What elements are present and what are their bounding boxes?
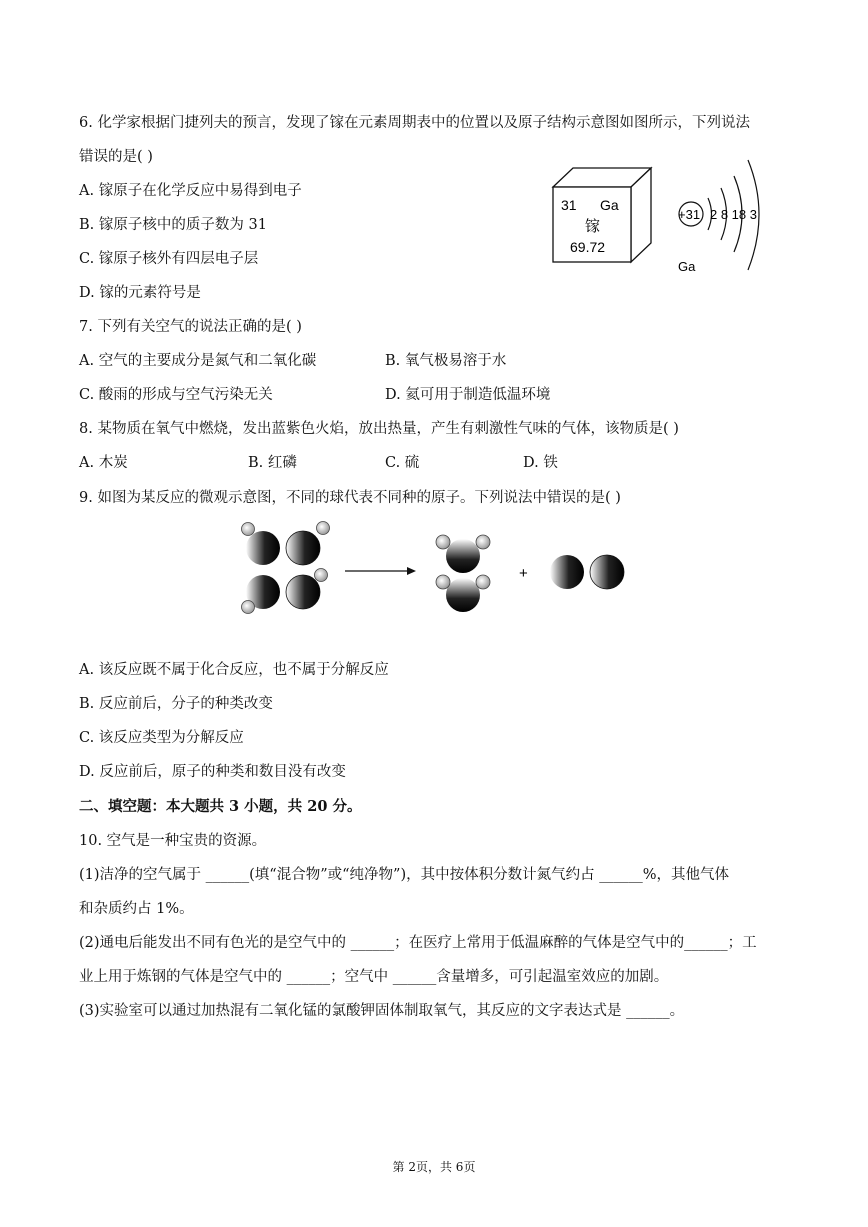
product-molecule [436,535,490,573]
q6-option-a: A. 镓原子在化学反应中易得到电子 [79,183,302,199]
q7-stem: 7. 下列有关空气的说法正确的是( ) [79,319,302,335]
q7-option-a: A. 空气的主要成分是氮气和二氧化碳 [79,353,317,369]
plus-sign: + [519,565,528,582]
q6-option-b: B. 镓原子核中的质子数为 31 [79,217,267,233]
q6-option-c: C. 镓原子核外有四层电子层 [79,251,259,267]
element-atomic-mass: 69.72 [570,239,606,255]
atom-nucleus-charge: +31 [678,207,701,222]
reactant-molecule [242,569,328,614]
element-name: 镓 [585,217,601,235]
q6-stem-line1: 6. 化学家根据门捷列夫的预言，发现了镓在元素周期表中的位置以及原子结构示意图如图所示，下列说法 [79,115,750,131]
element-atomic-number: 31 [561,197,577,213]
reaction-arrow [345,567,416,575]
q8-option-c: C. 硫 [385,455,420,471]
q9-option-a: A. 该反应既不属于化合反应，也不属于分解反应 [79,662,389,678]
q8-option-b: B. 红磷 [248,455,297,471]
q6-stem-line2: 错误的是( ) [79,149,153,165]
reactant-molecule [242,522,330,566]
q8-stem: 8. 某物质在氧气中燃烧，发出蓝紫色火焰，放出热量，产生有刺激性气味的气体，该物质是( ) [79,421,679,437]
product-molecule [550,555,624,589]
q10-part3: (3)实验室可以通过加热混有二氧化锰的氯酸钾固体制取氧气，其反应的文字表达式是 ______。 [79,1003,685,1019]
q10-part2-line1: (2)通电后能发出不同有色光的是空气中的 ______；在医疗上常用于低温麻醉的气体是空气中的______；工 [79,935,757,951]
q9-stem: 9. 如图为某反应的微观示意图，不同的球代表不同种的原子。下列说法中错误的是( ) [79,490,621,506]
q8-option-d: D. 铁 [523,455,558,471]
q8-option-a: A. 木炭 [79,455,128,471]
q7-option-d: D. 氦可用于制造低温环境 [385,387,551,403]
page-number: 第 2页，共 6页 [392,1160,476,1174]
atom-electron-shells: 2 8 18 3 [710,207,757,222]
element-symbol: Ga [600,197,619,213]
q7-option-c: C. 酸雨的形成与空气污染无关 [79,387,273,403]
q10-part2-line2: 业上用于炼钢的气体是空气中的 ______；空气中 ______含量增多，可引起温室效应的加剧。 [79,969,669,985]
atom-symbol-label: Ga [678,259,696,274]
q10-part1-line1: (1)洁净的空气属于 ______(填“混合物”或“纯净物”)，其中按体积分数计氮气约占 ______%，其他气体 [79,867,729,883]
q9-option-d: D. 反应前后，原子的种类和数目没有改变 [79,764,346,780]
reaction-micro-diagram [230,515,640,620]
q10-stem: 10. 空气是一种宝贵的资源。 [79,833,267,849]
atom-structure-diagram [670,150,780,280]
product-molecule [436,575,490,612]
element-card-figure [548,165,658,265]
q9-option-c: C. 该反应类型为分解反应 [79,730,244,746]
q9-option-b: B. 反应前后，分子的种类改变 [79,696,273,712]
q7-option-b: B. 氧气极易溶于水 [385,353,507,369]
q6-option-d: D. 镓的元素符号是 [79,285,201,301]
q10-part1-line2: 和杂质约占 1%。 [79,901,194,917]
section-title: 二、填空题：本大题共 3 小题，共 20 分。 [79,798,362,815]
